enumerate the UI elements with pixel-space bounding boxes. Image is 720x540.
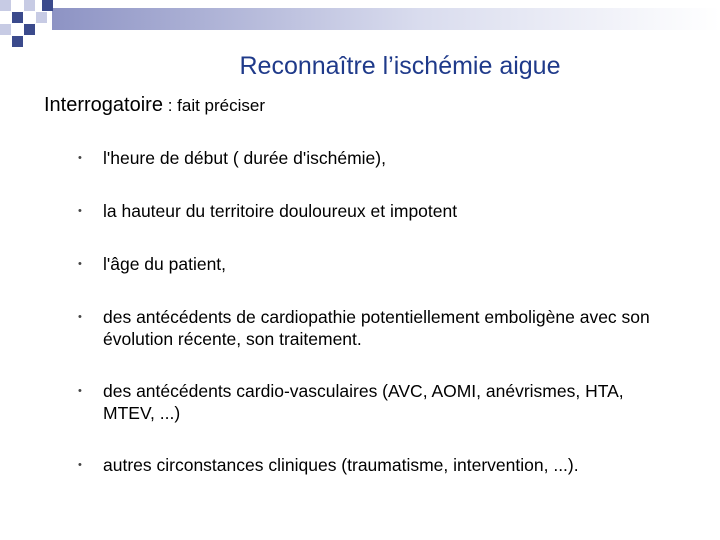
deco-square — [12, 36, 23, 47]
slide-title: Reconnaître l’ischémie aigue — [239, 52, 561, 80]
list-item-text: l'âge du patient, — [103, 254, 227, 274]
list-item-text: des antécédents cardio-vasculaires (AVC, AOMI, anévrismes, HTA, MTEV, ...) — [103, 381, 624, 423]
bullet-icon: • — [78, 258, 82, 270]
subtitle-detail: : fait préciser — [162, 96, 266, 115]
deco-square — [42, 0, 53, 11]
deco-square — [24, 0, 35, 11]
list-item — [78, 147, 678, 169]
list-item-text: des antécédents de cardiopathie potentiellement emboligène avec son évolution récente, son traitement. — [103, 307, 650, 349]
list-item — [78, 200, 678, 222]
header-gradient-band — [52, 8, 720, 30]
list-item — [78, 306, 678, 350]
list-item-text: l'heure de début ( durée d'ischémie), — [103, 148, 386, 168]
bullet-icon: • — [78, 311, 82, 323]
deco-square — [36, 12, 47, 23]
list-item — [78, 380, 678, 424]
deco-square — [24, 24, 35, 35]
bullet-list — [78, 147, 678, 506]
list-item — [78, 253, 678, 275]
bullet-icon: • — [78, 459, 82, 471]
list-item-text: autres circonstances cliniques (traumatisme, intervention, ...). — [103, 455, 579, 475]
slide-subtitle — [44, 92, 265, 119]
deco-square — [0, 0, 11, 11]
header-decoration — [0, 0, 720, 50]
deco-square — [0, 24, 11, 35]
deco-square — [12, 12, 23, 23]
bullet-icon: • — [78, 385, 82, 397]
bullet-icon: • — [78, 152, 82, 164]
list-item — [78, 454, 678, 476]
subtitle-heading: Interrogatoire — [44, 94, 163, 116]
list-item-text: la hauteur du territoire douloureux et impotent — [103, 201, 458, 221]
bullet-icon: • — [78, 205, 82, 217]
